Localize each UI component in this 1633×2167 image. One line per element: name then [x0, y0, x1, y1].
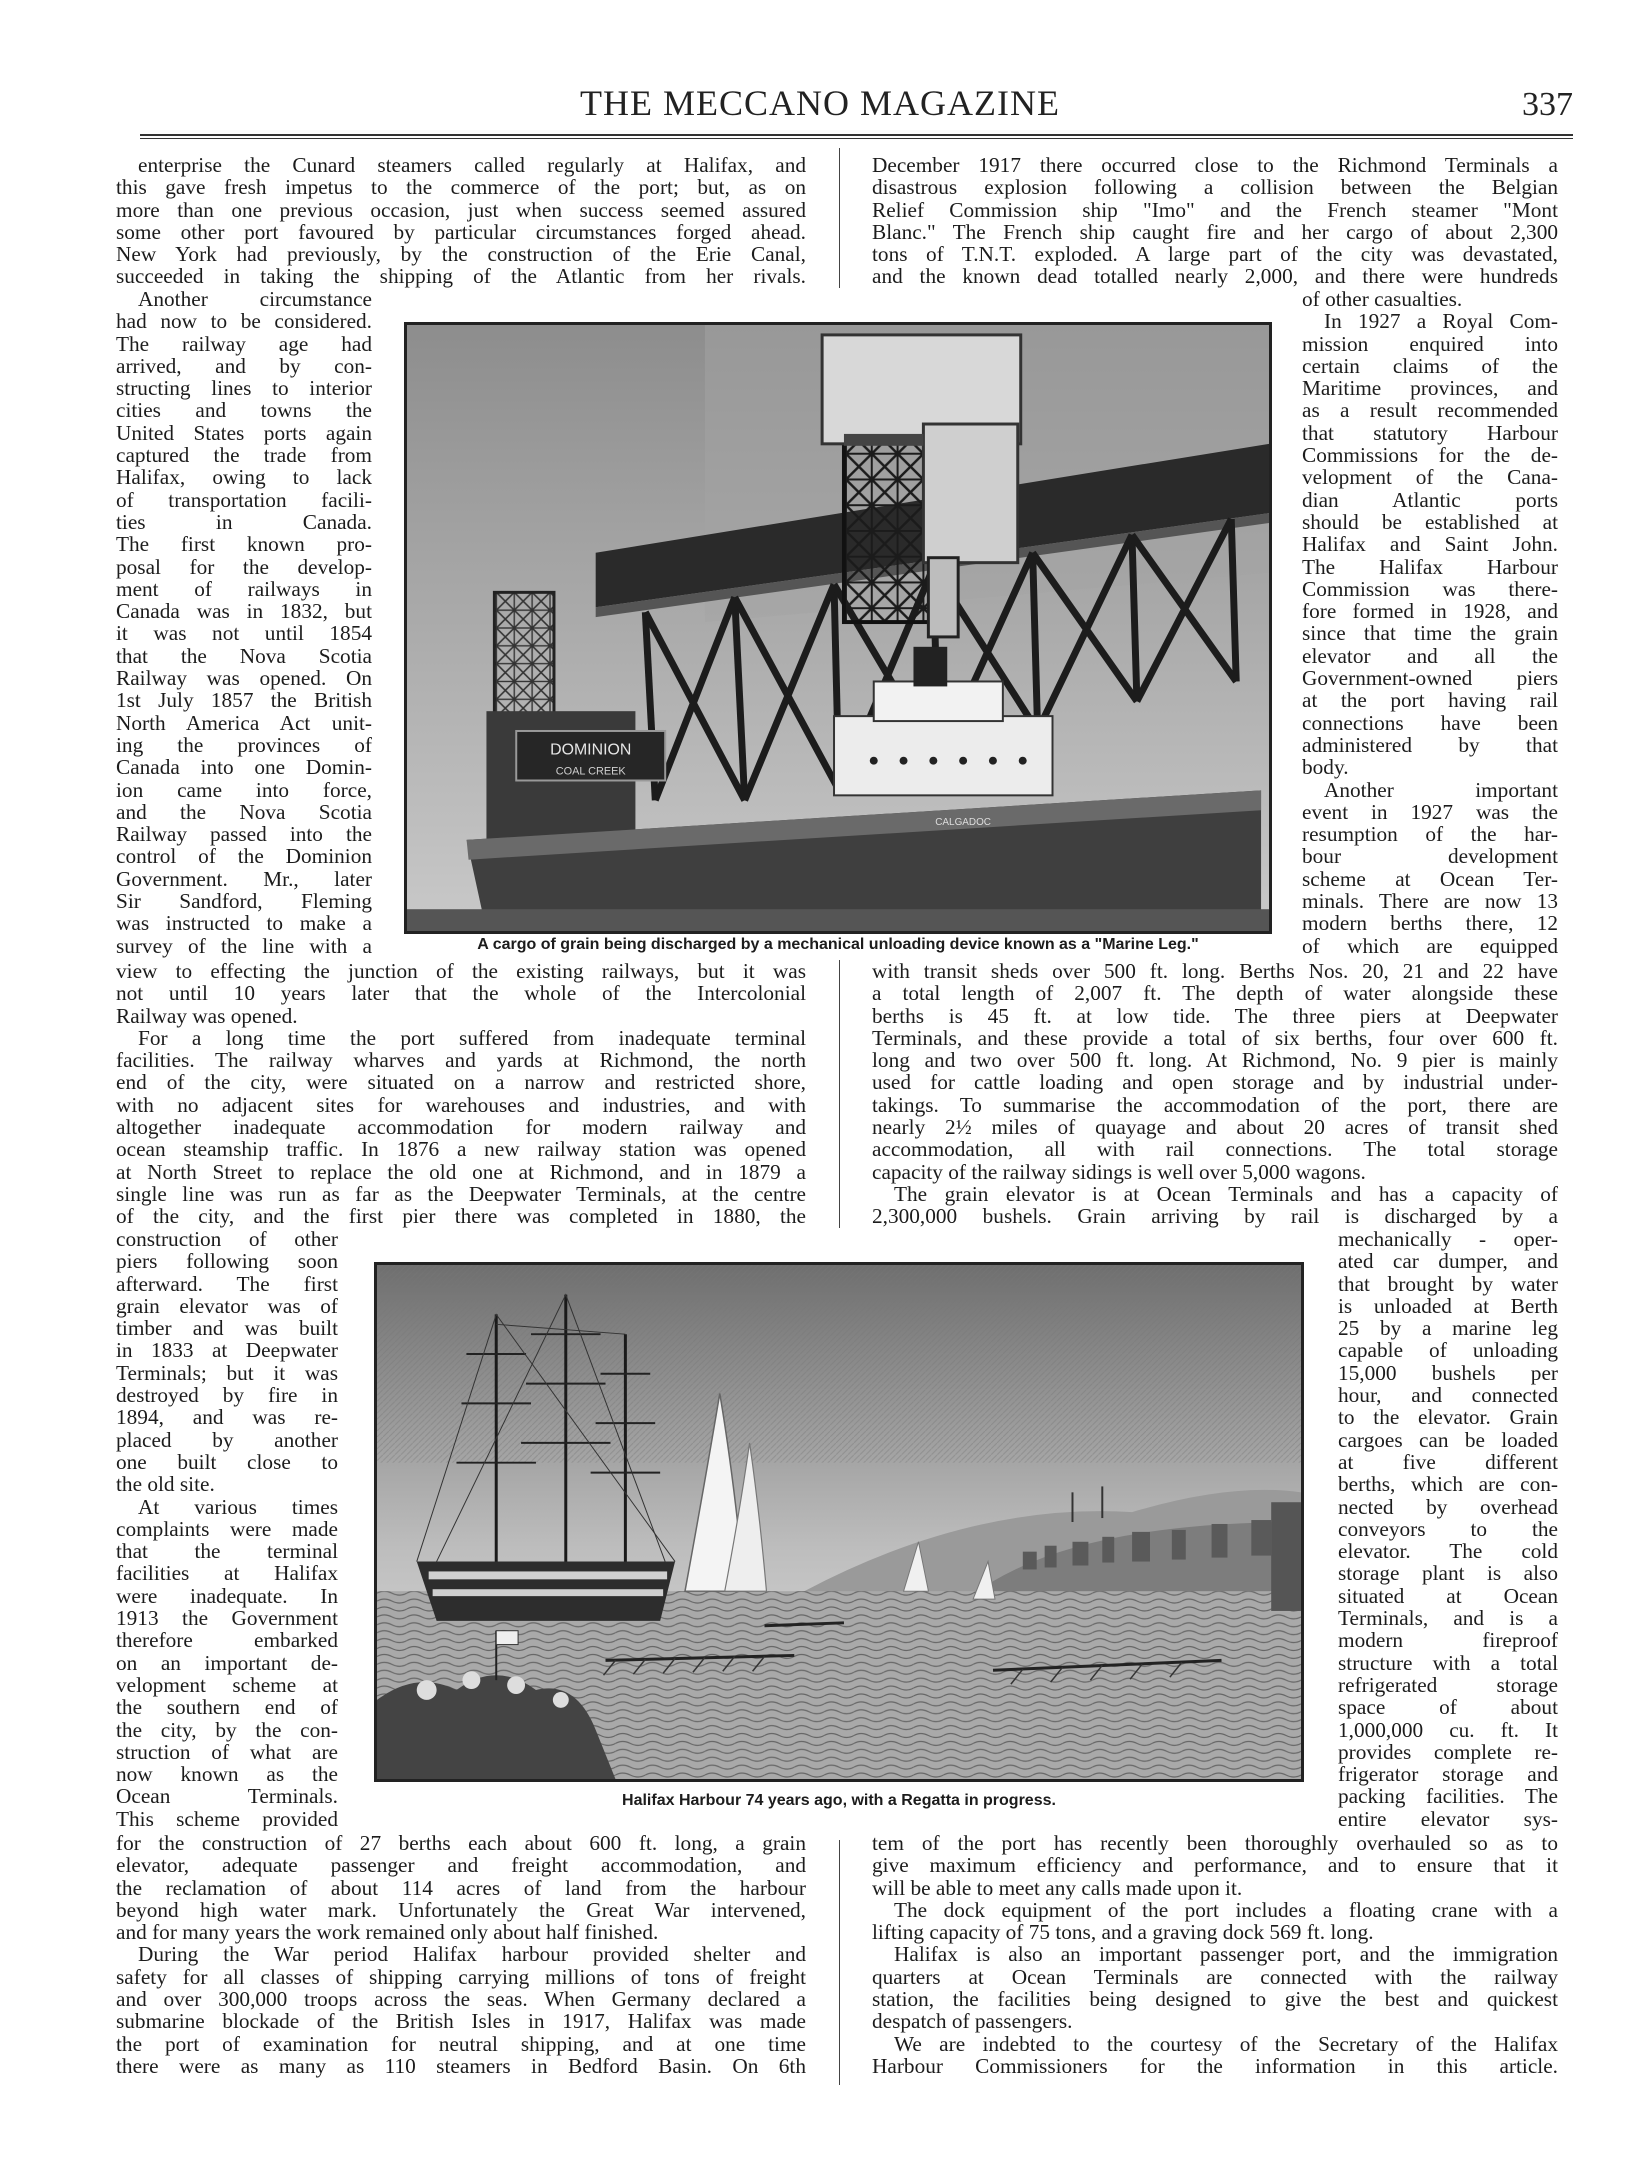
- text-line: one built close to: [116, 1449, 338, 1474]
- text-line: afterward. The first: [116, 1271, 338, 1296]
- text-line: Terminals, and these provide a total of six berths, four over 600 ft.: [872, 1025, 1558, 1050]
- text-line: During the War period Halifax harbour provided shelter and: [138, 1942, 806, 1967]
- left-column-narrow-text-1: [116, 288, 372, 957]
- text-line: entire elevator sys-: [1338, 1806, 1558, 1831]
- text-line: The railway age had: [116, 331, 372, 356]
- text-line: mission enquired into: [1302, 331, 1558, 356]
- text-line: control of the Dominion: [116, 844, 372, 869]
- text-line: This scheme provided: [116, 1806, 338, 1831]
- text-line: ties in Canada.: [116, 509, 372, 534]
- text-line: the reclamation of about 114 acres of land from the harbour: [116, 1875, 806, 1900]
- text-line: refrigerated storage: [1338, 1672, 1558, 1697]
- text-line: administered by that: [1302, 732, 1558, 757]
- text-line: since that time the grain: [1302, 621, 1558, 646]
- text-line: 1894, and was re-: [116, 1405, 338, 1430]
- text-line: arrived, and by con-: [116, 353, 372, 378]
- text-line: modern fireproof: [1338, 1628, 1558, 1653]
- text-line: facilities at Halifax: [116, 1561, 338, 1586]
- text-line: some other port favoured by particular circumstances forged ahead.: [116, 219, 806, 244]
- sign-coal-creek-text: COAL CREEK: [555, 765, 626, 778]
- text-line: at the port having rail: [1302, 688, 1558, 713]
- text-line: nearly 2½ miles of quayage and about 20 acres of transit shed: [872, 1115, 1558, 1140]
- text-line: that the terminal: [116, 1539, 338, 1564]
- text-line: long and two over 500 ft. long. At Richmond, No. 9 pier is mainly: [872, 1048, 1558, 1073]
- text-line: destroyed by fire in: [116, 1383, 338, 1408]
- regatta-caption: Halifax Harbour 74 years ago, with a Regatta in progress.: [622, 1792, 1056, 1809]
- text-line: the port of examination for neutral shipping, and at one time: [116, 2031, 806, 2056]
- text-line: dian Atlantic ports: [1302, 487, 1558, 512]
- text-line: hour, and connected: [1338, 1383, 1558, 1408]
- text-line: Railway passed into the: [116, 822, 372, 847]
- text-line: ion came into force,: [116, 777, 372, 802]
- text-line: 1,000,000 cu. ft. It: [1338, 1717, 1558, 1742]
- text-line: Railway was opened.: [116, 1003, 298, 1028]
- text-line: The first known pro-: [116, 532, 372, 557]
- text-line: cargoes can be loaded: [1338, 1427, 1558, 1452]
- text-line: the city, by the con-: [116, 1717, 338, 1742]
- text-line: this gave fresh impetus to the commerce of the port; but, as on: [116, 175, 806, 200]
- text-line: on an important de-: [116, 1650, 338, 1675]
- text-line: berths is 45 ft. at low tide. The three piers at Deepwater: [872, 1003, 1558, 1028]
- text-line: will be able to meet any calls made upon it.: [872, 1875, 1243, 1900]
- text-line: submarine blockade of the British Isles in 1917, Halifax was made: [116, 2009, 806, 2034]
- text-line: provides complete re-: [1338, 1739, 1558, 1764]
- text-line: used for cattle loading and open storage and by industrial under-: [872, 1070, 1558, 1095]
- text-line: lifting capacity of 75 tons, and a graving dock 569 ft. long.: [872, 1920, 1374, 1945]
- text-line: safety for all classes of shipping carrying millions of tons of freight: [116, 1964, 806, 1989]
- text-line: posal for the develop-: [116, 554, 372, 579]
- text-line: In 1927 a Royal Com-: [1324, 309, 1558, 334]
- text-line: view to effecting the junction of the existing railways, but it was: [116, 959, 806, 983]
- text-line: Terminals; but it was: [116, 1360, 338, 1385]
- text-line: Railway was opened. On: [116, 666, 372, 691]
- text-line: therefore embarked: [116, 1628, 338, 1653]
- text-line: The grain elevator is at Ocean Terminals and has a capacity of: [894, 1181, 1558, 1206]
- text-line: and for many years the work remained only about half finished.: [116, 1920, 659, 1945]
- text-line: United States ports again: [116, 420, 372, 445]
- text-line: structure with a total: [1338, 1650, 1558, 1675]
- text-line: give maximum efficiency and performance, and to ensure that it: [872, 1853, 1558, 1878]
- text-line: quarters at Ocean Terminals are connected with the railway: [872, 1964, 1558, 1989]
- text-line: accommodation, all with rail connections. The total storage: [872, 1137, 1558, 1162]
- text-line: berths, which are con-: [1338, 1472, 1558, 1497]
- text-line: We are indebted to the courtesy of the Secretary of the Halifax: [894, 2031, 1558, 2056]
- text-line: single line was run as far as the Deepwater Terminals, at the centre: [116, 1181, 806, 1206]
- text-line: At various times: [138, 1494, 338, 1519]
- marine-leg-photo: [404, 322, 1272, 934]
- text-line: with no adjacent sites for warehouses and industries, and with: [116, 1092, 806, 1117]
- text-line: packing facilities. The: [1338, 1784, 1558, 1809]
- text-line: Another circumstance: [138, 287, 372, 311]
- text-line: elevator. The cold: [1338, 1539, 1558, 1564]
- text-line: certain claims of the: [1302, 353, 1558, 378]
- text-line: had now to be considered.: [116, 309, 372, 334]
- text-line: ment of railways in: [116, 576, 372, 601]
- text-line: elevator and all the: [1302, 643, 1558, 668]
- text-line: to the elevator. Grain: [1338, 1405, 1558, 1430]
- text-line: that the Nova Scotia: [116, 643, 372, 668]
- text-line: storage plant is also: [1338, 1561, 1558, 1586]
- column-divider-bottom: [839, 1840, 840, 2085]
- text-line: ocean steamship traffic. In 1876 a new railway station was opened: [116, 1137, 806, 1162]
- text-line: not until 10 years later that the whole of the Intercolonial: [116, 981, 806, 1006]
- text-line: that statutory Harbour: [1302, 420, 1558, 445]
- text-line: North America Act unit-: [116, 710, 372, 735]
- text-line: nected by overhead: [1338, 1494, 1558, 1519]
- text-line: Terminals, and is a: [1338, 1606, 1558, 1631]
- text-line: at North Street to replace the old one at Richmond, and in 1879 a: [116, 1159, 806, 1184]
- page-header: [0, 0, 1633, 140]
- text-line: station, the facilities being designed to give the best and quickest: [872, 1987, 1558, 2012]
- text-line: Government. Mr., later: [116, 866, 372, 891]
- text-line: modern berths there, 12: [1302, 911, 1558, 936]
- text-line: Harbour Commissioners for the information in this article.: [872, 2053, 1558, 2078]
- text-line: body.: [1302, 755, 1349, 780]
- text-line: Halifax is also an important passenger port, and the immigration: [894, 1942, 1558, 1967]
- text-line: Government-owned piers: [1302, 666, 1558, 691]
- text-line: timber and was built: [116, 1316, 338, 1341]
- text-line: and over 300,000 troops across the seas. When Germany declared a: [116, 1987, 806, 2012]
- text-line: construction of other: [116, 1227, 338, 1251]
- text-line: succeeded in taking the shipping of the Atlantic from her rivals.: [116, 264, 806, 289]
- text-line: despatch of passengers.: [872, 2009, 1073, 2034]
- text-line: Halifax, owing to lack: [116, 465, 372, 490]
- text-line: connections have been: [1302, 710, 1558, 735]
- left-column-bottom-text: [116, 1832, 806, 2077]
- text-line: 15,000 bushels per: [1338, 1360, 1558, 1385]
- text-line: was instructed to make a: [116, 911, 372, 936]
- page-number: 337: [1522, 86, 1573, 123]
- text-line: were inadequate. In: [116, 1583, 338, 1608]
- text-line: cities and towns the: [116, 398, 372, 423]
- ship-name-text: CALGADOC: [935, 817, 991, 829]
- right-column-narrow-text-2: [1338, 1228, 1558, 1830]
- text-line: end of the city, were situated on a narrow and restricted shore,: [116, 1070, 806, 1095]
- text-line: with transit sheds over 500 ft. long. Berths Nos. 20, 21 and 22 have: [872, 959, 1558, 983]
- text-line: as a result recommended: [1302, 398, 1558, 423]
- text-line: the southern end of: [116, 1695, 338, 1720]
- text-line: altogether inadequate accommodation for modern railway and: [116, 1115, 806, 1140]
- text-line: struction of what are: [116, 1739, 338, 1764]
- text-line: of other casualties.: [1302, 287, 1463, 311]
- text-line: minals. There are now 13: [1302, 889, 1558, 914]
- text-line: now known as the: [116, 1762, 338, 1787]
- text-line: Sir Sandford, Fleming: [116, 889, 372, 914]
- text-line: facilities. The railway wharves and yards at Richmond, the north: [116, 1048, 806, 1073]
- text-line: survey of the line with a: [116, 933, 372, 958]
- text-line: beyond high water mark. Unfortunately the Great War intervened,: [116, 1897, 806, 1922]
- text-line: of which are equipped: [1302, 933, 1558, 958]
- text-line: the old site.: [116, 1472, 215, 1497]
- text-line: ing the provinces of: [116, 732, 372, 757]
- regatta-engraving: [374, 1262, 1304, 1782]
- text-line: tons of T.N.T. exploded. A large part of the city was devastated,: [872, 242, 1558, 267]
- text-line: velopment scheme at: [116, 1672, 338, 1697]
- text-line: For a long time the port suffered from inadequate terminal: [138, 1025, 806, 1050]
- text-line: New York had previously, by the construction of the Erie Canal,: [116, 242, 806, 267]
- text-line: resumption of the har-: [1302, 822, 1558, 847]
- text-line: elevator, adequate passenger and freight accommodation, and: [116, 1853, 806, 1878]
- text-line: and the known dead totalled nearly 2,000, and there were hundreds: [872, 264, 1558, 289]
- text-line: Another important: [1324, 777, 1558, 802]
- text-line: Canada into one Domin-: [116, 755, 372, 780]
- text-line: The Halifax Harbour: [1302, 554, 1558, 579]
- text-line: a total length of 2,007 ft. The depth of water alongside these: [872, 981, 1558, 1006]
- text-line: 1st July 1857 the British: [116, 688, 372, 713]
- text-line: grain elevator was of: [116, 1293, 338, 1318]
- text-line: Ocean Terminals.: [116, 1784, 338, 1809]
- right-column-top-text: [872, 154, 1558, 288]
- text-line: placed by another: [116, 1427, 338, 1452]
- header-rule: [140, 134, 1573, 136]
- text-line: of the city, and the first pier there was completed in 1880, the: [116, 1204, 806, 1229]
- header-rule-thin: [140, 138, 1573, 139]
- text-line: that brought by water: [1338, 1271, 1558, 1296]
- column-divider-top: [839, 148, 840, 288]
- text-line: Maritime provinces, and: [1302, 376, 1558, 401]
- text-line: is unloaded at Berth: [1338, 1293, 1558, 1318]
- right-column-bottom-text: [872, 1832, 1558, 2077]
- text-line: bour development: [1302, 844, 1558, 869]
- text-line: frigerator storage and: [1338, 1762, 1558, 1787]
- column-divider-middle: [839, 960, 840, 1228]
- left-column-middle-text: [116, 960, 806, 1228]
- text-line: in 1833 at Deepwater: [116, 1338, 338, 1363]
- text-line: 1913 the Government: [116, 1606, 338, 1631]
- text-line: Blanc." The French ship caught fire and her cargo of about 2,300: [872, 219, 1558, 244]
- text-line: December 1917 there occurred close to the Richmond Terminals a: [872, 153, 1558, 177]
- text-line: enterprise the Cunard steamers called regularly at Halifax, and: [138, 153, 806, 177]
- text-line: capacity of the railway sidings is well over 5,000 wagons.: [872, 1159, 1366, 1184]
- text-line: for the construction of 27 berths each about 600 ft. long, a grain: [116, 1831, 806, 1855]
- text-line: takings. To summarise the accommodation of the port, there are: [872, 1092, 1558, 1117]
- text-line: structing lines to interior: [116, 376, 372, 401]
- left-column-top-text: [116, 154, 806, 288]
- text-line: captured the trade from: [116, 443, 372, 468]
- text-line: piers following soon: [116, 1249, 338, 1274]
- marine-leg-caption: A cargo of grain being discharged by a mechanical unloading device known as a "Marine Leg.": [477, 936, 1199, 953]
- text-line: Relief Commission ship "Imo" and the French steamer "Mont: [872, 197, 1558, 222]
- text-line: event in 1927 was the: [1302, 799, 1558, 824]
- text-line: scheme at Ocean Ter-: [1302, 866, 1558, 891]
- magazine-title: THE MECCANO MAGAZINE: [580, 83, 1060, 123]
- text-line: tem of the port has recently been thoroughly overhauled so as to: [872, 1831, 1558, 1855]
- text-line: situated at Ocean: [1338, 1583, 1558, 1608]
- text-line: conveyors to the: [1338, 1516, 1558, 1541]
- text-line: at five different: [1338, 1449, 1558, 1474]
- text-line: space of about: [1338, 1695, 1558, 1720]
- right-column-middle-text: [872, 960, 1558, 1228]
- text-line: more than one previous occasion, just when success seemed assured: [116, 197, 806, 222]
- text-line: 25 by a marine leg: [1338, 1316, 1558, 1341]
- text-line: Commissions for the de-: [1302, 443, 1558, 468]
- text-line: mechanically - oper-: [1338, 1227, 1558, 1251]
- text-line: it was not until 1854: [116, 621, 372, 646]
- sign-dominion-text: DOMINION: [550, 741, 632, 759]
- text-line: complaints were made: [116, 1516, 338, 1541]
- text-line: should be established at: [1302, 509, 1558, 534]
- text-line: of transportation facili-: [116, 487, 372, 512]
- text-line: Commission was there-: [1302, 576, 1558, 601]
- text-line: capable of unloading: [1338, 1338, 1558, 1363]
- text-line: Canada was in 1832, but: [116, 599, 372, 624]
- text-line: there were as many as 110 steamers in Bedford Basin. On 6th: [116, 2053, 806, 2078]
- left-column-narrow-text-2: [116, 1228, 338, 1830]
- text-line: and the Nova Scotia: [116, 799, 372, 824]
- text-line: Halifax and Saint John.: [1302, 532, 1558, 557]
- text-line: The dock equipment of the port includes a floating crane with a: [894, 1897, 1558, 1922]
- right-column-narrow-text-1: [1302, 288, 1558, 957]
- text-line: fore formed in 1928, and: [1302, 599, 1558, 624]
- text-line: ated car dumper, and: [1338, 1249, 1558, 1274]
- text-line: disastrous explosion following a collision between the Belgian: [872, 175, 1558, 200]
- text-line: velopment of the Cana-: [1302, 465, 1558, 490]
- text-line: 2,300,000 bushels. Grain arriving by rail is discharged by a: [872, 1204, 1558, 1229]
